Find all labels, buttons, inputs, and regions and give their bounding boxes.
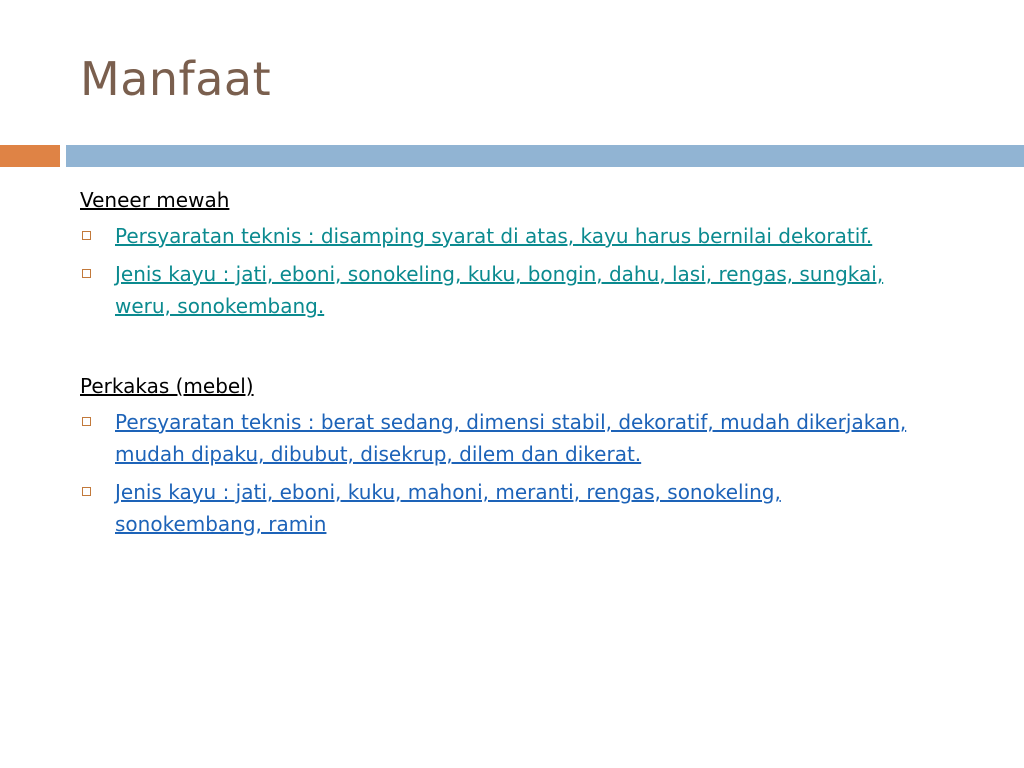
square-bullet-icon <box>82 231 91 240</box>
list-item <box>80 220 920 252</box>
section-heading-veneer: Veneer mewah <box>80 188 230 212</box>
square-bullet-icon <box>82 269 91 278</box>
section-heading-perkakas: Perkakas (mebel) <box>80 374 254 398</box>
accent-bar-orange <box>0 145 60 167</box>
list-item <box>80 258 920 322</box>
bullet-link[interactable]: Persyaratan teknis : berat sedang, dimensi stabil, dekoratif, mudah dikerjakan, mudah dipaku, dibubut, disekrup, dilem dan dikerat. <box>115 410 907 466</box>
bullet-list-perkakas <box>80 406 920 540</box>
list-item <box>80 406 920 470</box>
accent-bar-blue <box>66 145 1024 167</box>
list-item <box>80 476 920 540</box>
slide-title: Manfaat <box>80 52 272 106</box>
square-bullet-icon <box>82 487 91 496</box>
bullet-link[interactable]: Jenis kayu : jati, eboni, kuku, mahoni, meranti, rengas, sonokeling, sonokembang, ramin <box>115 480 781 536</box>
bullet-link[interactable]: Jenis kayu : jati, eboni, sonokeling, kuku, bongin, dahu, lasi, rengas, sungkai, weru, sonokembang. <box>115 262 884 318</box>
section-spacer <box>80 328 920 370</box>
bullet-link[interactable]: Persyaratan teknis : disamping syarat di atas, kayu harus bernilai dekoratif. <box>115 224 873 248</box>
square-bullet-icon <box>82 417 91 426</box>
bullet-list-veneer <box>80 220 920 322</box>
slide-content <box>80 184 920 546</box>
